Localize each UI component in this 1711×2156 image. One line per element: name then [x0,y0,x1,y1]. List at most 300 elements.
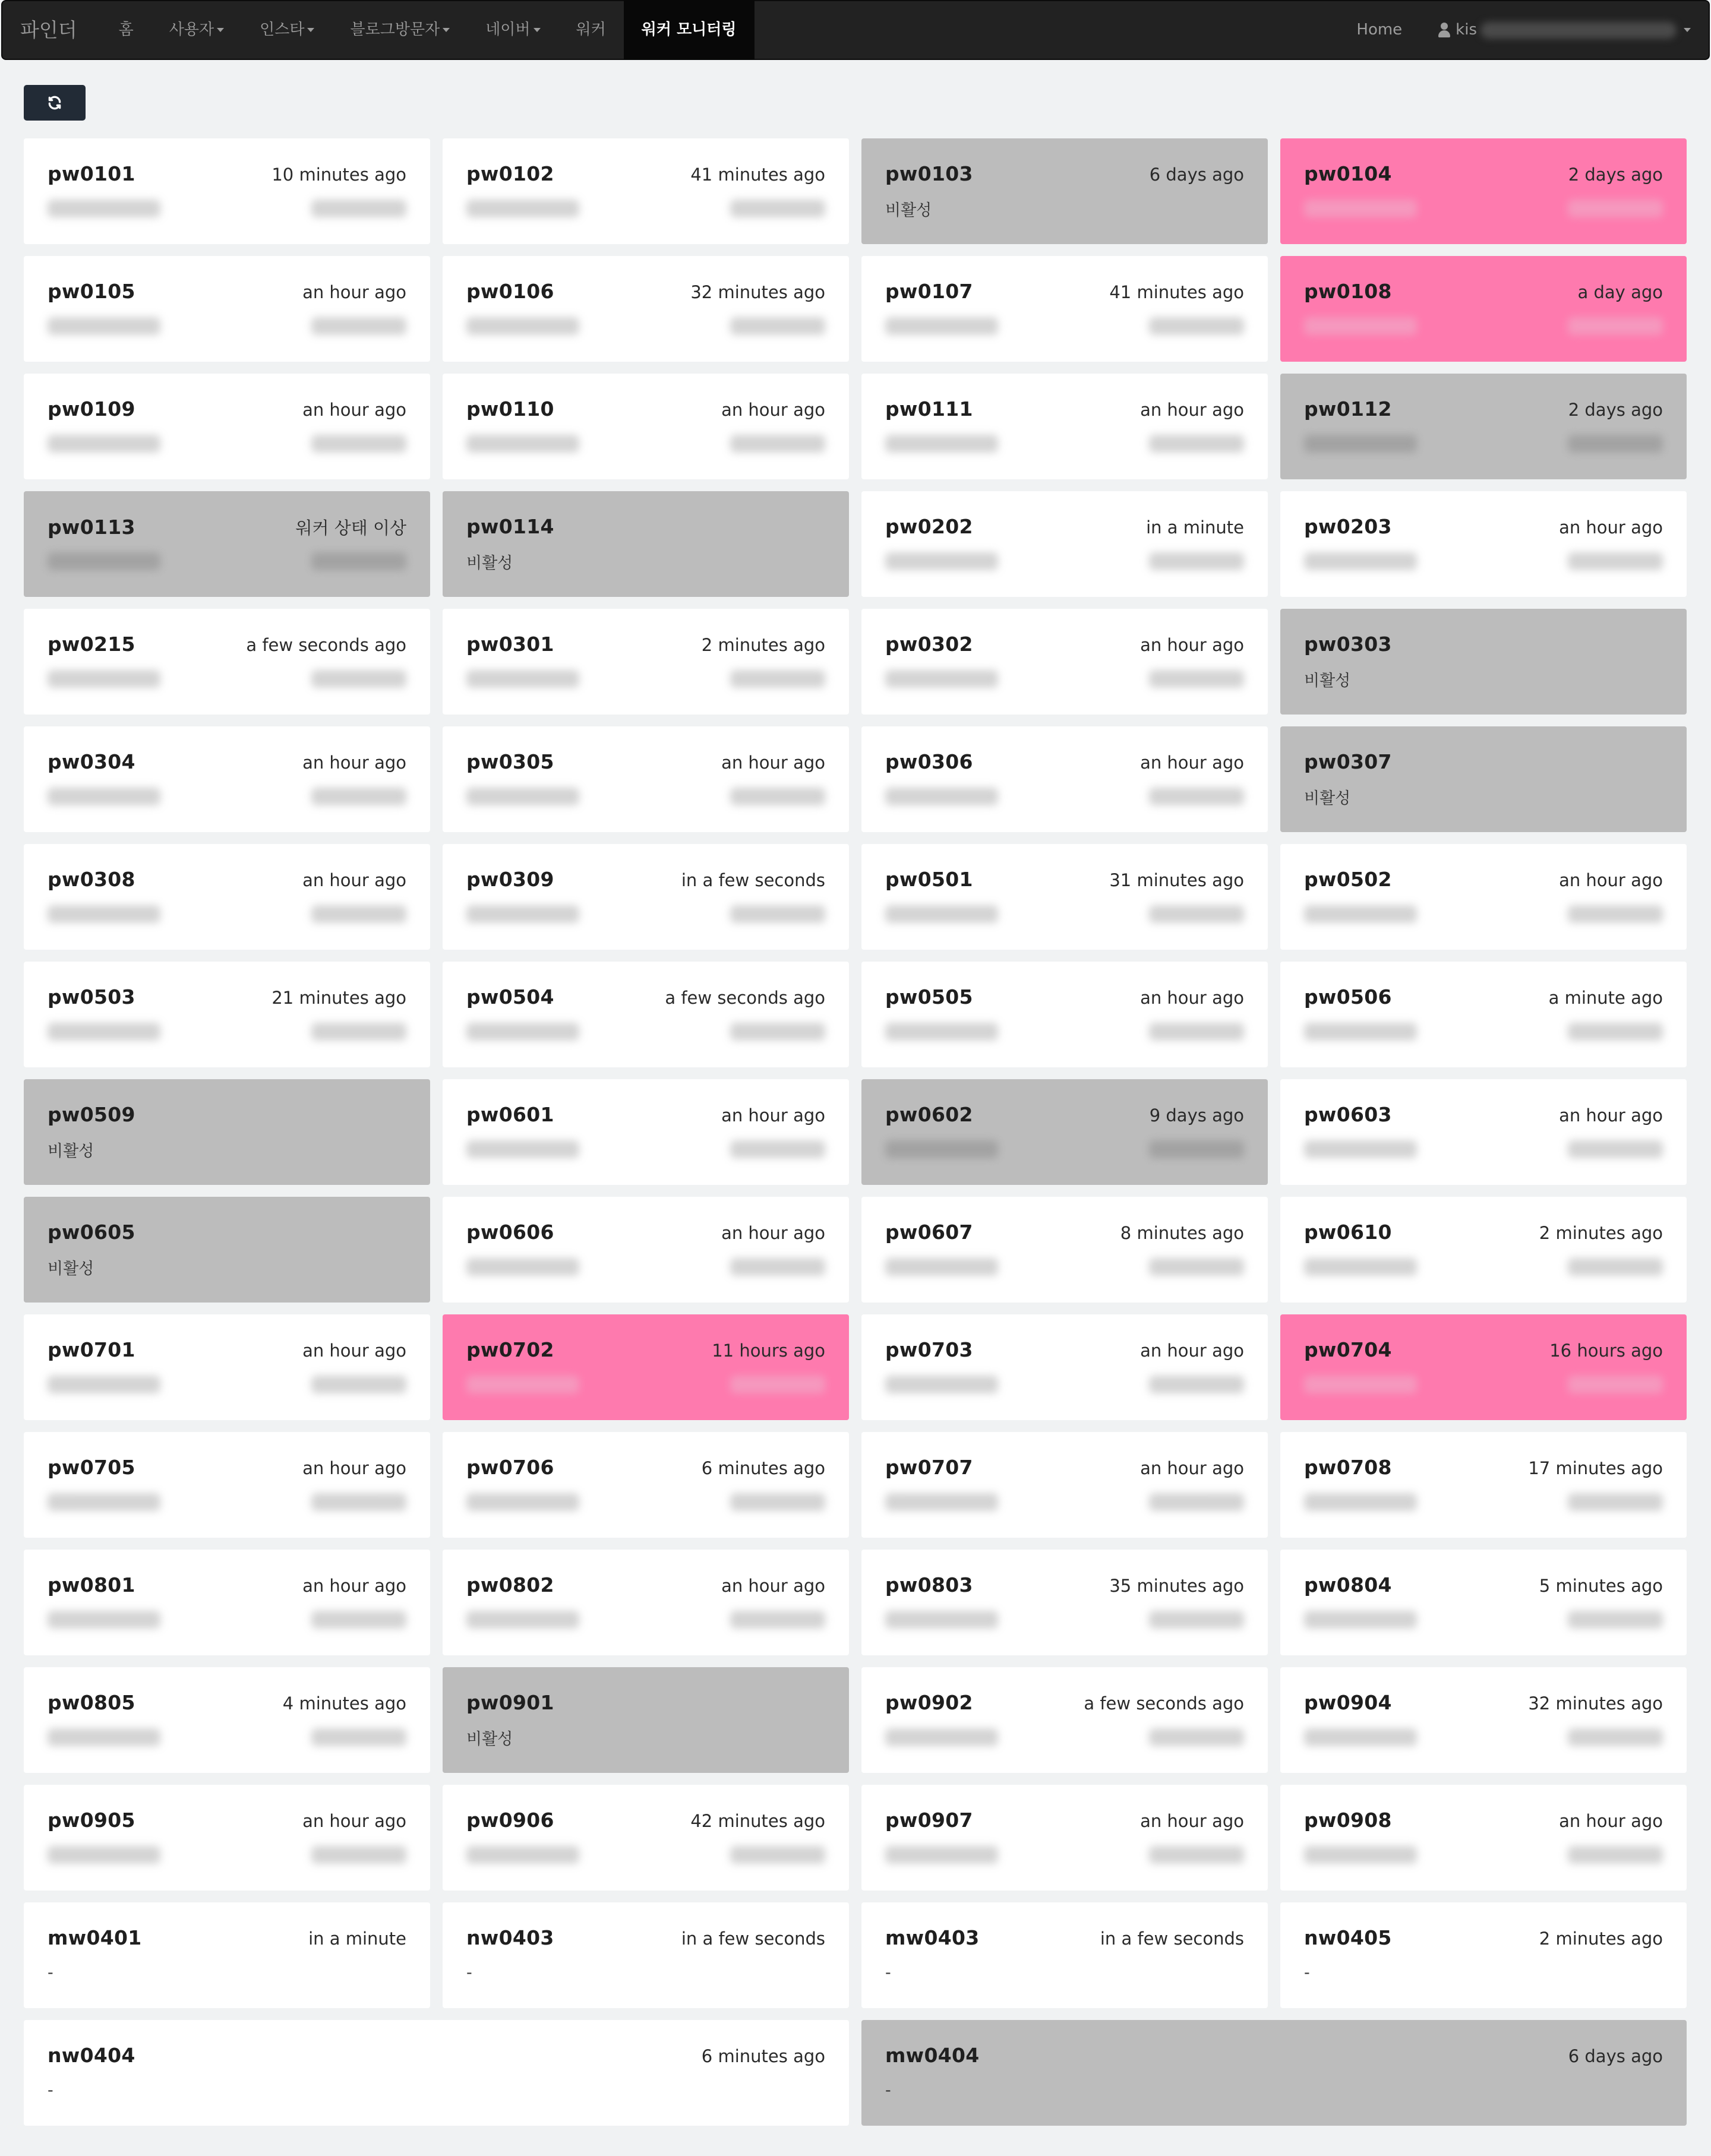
nav-item-label: 인스타 [260,21,305,39]
worker-card-header [1304,280,1663,304]
worker-card-detail [48,2078,825,2102]
worker-account-redacted [885,1140,998,1158]
worker-card-pw0602[interactable] [861,1079,1268,1185]
worker-id: mw0403 [885,1926,980,1949]
worker-id: pw0103 [885,162,973,185]
worker-card-pw0905[interactable] [24,1785,430,1891]
worker-status-text: - [885,2081,891,2100]
worker-status-text: 비활성 [48,1259,94,1278]
worker-card-pw0108[interactable] [1280,256,1687,362]
worker-card-nw0403[interactable] [443,1902,849,2008]
worker-card-pw0103[interactable] [861,138,1268,244]
worker-last-seen: an hour ago [1140,635,1244,655]
worker-account-redacted [1304,1258,1417,1276]
nav-item-users[interactable] [151,0,242,60]
worker-ip-redacted [1568,1376,1663,1393]
worker-id: pw0502 [1304,868,1392,891]
worker-last-seen: 16 hours ago [1549,1341,1663,1361]
worker-card-pw0306[interactable] [861,726,1268,832]
worker-card-header [1304,162,1663,186]
worker-status-text: 비활성 [48,1142,94,1161]
worker-card-header [1304,1221,1663,1244]
worker-card-mw0401[interactable] [24,1902,430,2008]
navbar [1,0,1710,60]
worker-card-pw0901[interactable] [443,1667,849,1773]
worker-last-seen: 8 minutes ago [1120,1223,1244,1243]
worker-ip-redacted [730,435,825,453]
worker-account-redacted [1304,1846,1417,1864]
worker-card-pw0110[interactable] [443,374,849,479]
worker-card-pw0114[interactable] [443,491,849,597]
worker-card-mw0403[interactable] [861,1902,1268,2008]
worker-card-detail [1304,197,1663,220]
worker-account-redacted [466,1846,579,1864]
worker-ip-redacted [311,670,406,688]
worker-card-header [466,750,825,774]
worker-ip-redacted [730,317,825,335]
worker-account-redacted [466,200,579,217]
worker-account-redacted [1304,905,1417,923]
worker-card-header [1304,868,1663,892]
worker-card-header [466,397,825,421]
worker-card-detail [48,1961,406,1984]
worker-card-header [466,1338,825,1362]
worker-ip-redacted [730,1846,825,1864]
worker-last-seen: 2 minutes ago [1539,1929,1663,1949]
worker-card-pw0106[interactable] [443,256,849,362]
worker-account-redacted [885,1846,998,1864]
worker-account-redacted [48,788,160,805]
worker-card-pw0308[interactable] [24,844,430,950]
worker-card-header [466,1573,825,1597]
worker-ip-redacted [311,1728,406,1746]
worker-id: pw0905 [48,1809,135,1832]
worker-card-header [885,397,1244,421]
worker-card-header [48,750,406,774]
worker-card-header [885,1456,1244,1480]
worker-card-pw0802[interactable] [443,1550,849,1655]
worker-last-seen: in a few seconds [681,1929,825,1949]
worker-card-pw0603[interactable] [1280,1079,1687,1185]
worker-last-seen: 31 minutes ago [1109,870,1244,890]
worker-card-header [885,515,1244,539]
worker-account-redacted [48,317,160,335]
worker-card-header [1304,1456,1663,1480]
worker-card-detail [1304,1020,1663,1044]
caret-down-icon [307,28,314,32]
worker-account-redacted [48,1023,160,1041]
worker-account-redacted [885,1493,998,1511]
worker-card-detail [466,1020,825,1044]
worker-status-text: - [48,2081,53,2100]
worker-card-pw0610[interactable] [1280,1197,1687,1303]
worker-card-pw0307[interactable] [1280,726,1687,832]
worker-last-seen: 41 minutes ago [1109,282,1244,302]
worker-card-pw0102[interactable] [443,138,849,244]
worker-id: pw0506 [1304,985,1392,1009]
worker-card-pw0215[interactable] [24,609,430,715]
worker-last-seen: an hour ago [302,870,406,890]
worker-ip-redacted [730,200,825,217]
worker-card-detail [48,1373,406,1396]
worker-card-pw0708[interactable] [1280,1432,1687,1538]
worker-id: pw0907 [885,1809,973,1832]
worker-status-text: 비활성 [466,1730,513,1749]
worker-card-detail [885,1608,1244,1632]
worker-last-seen: an hour ago [302,753,406,773]
worker-ip-redacted [311,200,406,217]
worker-card-pw0202[interactable] [861,491,1268,597]
worker-card-header [1304,1573,1663,1597]
worker-card-pw0702[interactable] [443,1314,849,1420]
worker-card-header [466,1221,825,1244]
worker-card-header [466,1456,825,1480]
worker-account-redacted [48,200,160,217]
worker-account-redacted [48,670,160,688]
worker-last-seen: an hour ago [1559,1811,1663,1831]
worker-account-redacted [885,317,998,335]
worker-card-header [1304,633,1663,656]
worker-card-pw0904[interactable] [1280,1667,1687,1773]
worker-card-header [466,985,825,1009]
worker-id: pw0906 [466,1809,554,1832]
worker-card-header [466,1691,825,1715]
worker-card-header [885,1103,1244,1127]
worker-card-detail [48,1608,406,1632]
worker-card-detail [48,1843,406,1867]
worker-ip-redacted [1568,905,1663,923]
worker-id: pw0707 [885,1456,973,1479]
worker-card-detail [48,314,406,338]
user-email-redacted [1480,22,1677,39]
worker-id: pw0704 [1304,1338,1392,1361]
worker-last-seen: an hour ago [1140,753,1244,773]
worker-account-redacted [48,552,160,570]
worker-id: pw0503 [48,985,135,1009]
worker-card-pw0503[interactable] [24,962,430,1067]
worker-account-redacted [466,1258,579,1276]
worker-account-redacted [885,670,998,688]
worker-card-header [48,397,406,421]
worker-account-redacted [885,1611,998,1629]
worker-account-redacted [885,1258,998,1276]
nav-item-naver[interactable] [468,0,558,60]
worker-card-pw0305[interactable] [443,726,849,832]
worker-ip-redacted [311,1493,406,1511]
worker-card-pw0703[interactable] [861,1314,1268,1420]
nav-item-label: 사용자 [169,21,214,39]
worker-card-detail [1304,1373,1663,1396]
worker-card-detail [885,197,1244,220]
worker-id: pw0603 [1304,1103,1392,1126]
worker-card-pw0304[interactable] [24,726,430,832]
worker-card-header [885,2044,1663,2068]
worker-ip-redacted [1568,1023,1663,1041]
worker-card-pw0505[interactable] [861,962,1268,1067]
worker-id: pw0703 [885,1338,973,1361]
worker-card-pw0908[interactable] [1280,1785,1687,1891]
worker-card-pw0506[interactable] [1280,962,1687,1067]
worker-card-pw0113[interactable] [24,491,430,597]
worker-card-detail [885,1137,1244,1161]
worker-id: pw0601 [466,1103,554,1126]
worker-card-detail [466,1843,825,1867]
worker-card-pw0109[interactable] [24,374,430,479]
worker-status-text: - [48,1963,53,1982]
worker-card-pw0203[interactable] [1280,491,1687,597]
caret-down-icon [533,28,541,32]
worker-last-seen: an hour ago [1140,400,1244,420]
worker-card-detail [1304,1490,1663,1514]
worker-card-detail [48,1725,406,1749]
worker-card-detail [466,1961,825,1984]
worker-card-header [466,280,825,304]
worker-card-pw0906[interactable] [443,1785,849,1891]
worker-card-detail [466,1725,825,1749]
worker-last-seen: in a minute [1146,517,1244,538]
worker-card-mw0404[interactable] [861,2020,1687,2126]
worker-card-pw0105[interactable] [24,256,430,362]
worker-card-header [48,280,406,304]
worker-last-seen: 21 minutes ago [272,988,406,1008]
worker-card-header [48,162,406,186]
worker-id: nw0404 [48,2044,135,2067]
worker-id: nw0405 [1304,1926,1392,1949]
user-menu[interactable] [1420,0,1691,60]
worker-id: pw0701 [48,1338,135,1361]
worker-last-seen: a day ago [1577,282,1663,302]
worker-card-detail [1304,902,1663,926]
worker-ip-redacted [311,1023,406,1041]
worker-card-detail [466,902,825,926]
worker-id: pw0708 [1304,1456,1392,1479]
worker-card-pw0502[interactable] [1280,844,1687,950]
worker-card-header [466,1809,825,1832]
worker-last-seen: in a few seconds [1100,1929,1244,1949]
worker-ip-redacted [1149,552,1244,570]
worker-id: pw0803 [885,1573,973,1597]
worker-account-redacted [466,435,579,453]
worker-last-seen: 42 minutes ago [690,1811,825,1831]
worker-card-header [885,1573,1244,1597]
worker-card-detail [885,1020,1244,1044]
worker-card-detail [885,1961,1244,1984]
worker-id: pw0804 [1304,1573,1392,1597]
worker-id: pw0307 [1304,750,1392,773]
worker-last-seen: an hour ago [1559,870,1663,890]
worker-ip-redacted [1568,200,1663,217]
worker-id: pw0108 [1304,280,1392,303]
nav-item-worker[interactable] [558,0,624,60]
worker-card-pw0111[interactable] [861,374,1268,479]
worker-card-header [885,280,1244,304]
nav-item-home[interactable] [101,0,151,60]
worker-card-pw0605[interactable] [24,1197,430,1303]
worker-card-pw0501[interactable] [861,844,1268,950]
worker-account-redacted [466,905,579,923]
worker-last-seen: 10 minutes ago [272,165,406,185]
worker-card-header [885,1338,1244,1362]
worker-ip-redacted [1149,670,1244,688]
worker-account-redacted [48,1846,160,1864]
worker-card-header [466,633,825,656]
worker-card-detail [466,1490,825,1514]
worker-card-detail [1304,314,1663,338]
worker-card-detail [48,902,406,926]
worker-id: mw0404 [885,2044,980,2067]
worker-card-detail [48,197,406,220]
worker-card-nw0405[interactable] [1280,1902,1687,2008]
worker-last-seen: an hour ago [1559,1105,1663,1126]
worker-id: pw0203 [1304,515,1392,538]
worker-card-pw0606[interactable] [443,1197,849,1303]
worker-ip-redacted [311,1611,406,1629]
worker-card-pw0805[interactable] [24,1667,430,1773]
worker-card-pw0302[interactable] [861,609,1268,715]
worker-card-pw0704[interactable] [1280,1314,1687,1420]
worker-last-seen: 6 days ago [1149,165,1244,185]
worker-card-header [1304,1809,1663,1832]
worker-card-detail [48,432,406,456]
worker-ip-redacted [1149,1023,1244,1041]
worker-card-pw0509[interactable] [24,1079,430,1185]
worker-card-pw0601[interactable] [443,1079,849,1185]
worker-last-seen: 2 days ago [1568,165,1663,185]
worker-card-header [885,868,1244,892]
worker-id: pw0702 [466,1338,554,1361]
worker-card-pw0707[interactable] [861,1432,1268,1538]
worker-last-seen: 6 days ago [1568,2046,1663,2066]
worker-card-detail [1304,432,1663,456]
worker-card-nw0404[interactable] [24,2020,849,2126]
worker-last-seen: 35 minutes ago [1109,1576,1244,1596]
worker-card-detail [466,1137,825,1161]
worker-card-pw0504[interactable] [443,962,849,1067]
worker-last-seen: a few seconds ago [246,635,406,655]
worker-card-pw0801[interactable] [24,1550,430,1655]
worker-card-header [1304,1926,1663,1950]
worker-id: pw0114 [466,515,554,538]
worker-ip-redacted [1149,1846,1244,1864]
worker-card-header [1304,1691,1663,1715]
worker-card-header [885,750,1244,774]
worker-account-redacted [466,1493,579,1511]
worker-status-text: 비활성 [1304,789,1351,808]
nav-item-blog-visitors[interactable] [332,0,468,60]
worker-account-redacted [48,1376,160,1393]
worker-ip-redacted [1149,1611,1244,1629]
worker-last-seen: 4 minutes ago [282,1693,406,1714]
worker-ip-redacted [1149,905,1244,923]
worker-card-pw0301[interactable] [443,609,849,715]
worker-account-redacted [1304,435,1417,453]
worker-last-seen: in a minute [308,1929,406,1949]
navbar-right [1339,0,1709,60]
worker-card-detail [1304,785,1663,808]
worker-card-header [48,633,406,656]
worker-account-redacted [1304,317,1417,335]
worker-card-header [48,1573,406,1597]
worker-id: pw0105 [48,280,135,303]
worker-card-pw0701[interactable] [24,1314,430,1420]
worker-last-seen: an hour ago [1140,1341,1244,1361]
worker-id: pw0102 [466,162,554,185]
worker-card-detail [48,1490,406,1514]
worker-card-detail [466,785,825,808]
worker-status-text: 비활성 [466,554,513,573]
worker-card-detail [885,1843,1244,1867]
worker-id: pw0610 [1304,1221,1392,1244]
worker-card-header [466,1103,825,1127]
worker-last-seen: 11 hours ago [712,1341,825,1361]
worker-card-detail [1304,1961,1663,1984]
worker-card-detail [466,549,825,573]
nav-item-label: 워커 모니터링 [641,21,737,39]
worker-id: pw0509 [48,1103,135,1126]
worker-ip-redacted [1568,1846,1663,1864]
worker-status-text: - [885,1963,891,1982]
worker-last-seen: an hour ago [721,1576,825,1596]
nav-item-insta[interactable] [242,0,332,60]
worker-ip-redacted [1149,317,1244,335]
worker-last-seen: an hour ago [302,400,406,420]
worker-id: pw0113 [48,516,135,539]
worker-ip-redacted [730,1493,825,1511]
worker-ip-redacted [730,905,825,923]
worker-card-pw0112[interactable] [1280,374,1687,479]
worker-grid [24,138,1687,2126]
worker-ip-redacted [1149,1376,1244,1393]
worker-card-header [48,1691,406,1715]
worker-card-pw0309[interactable] [443,844,849,950]
worker-id: pw0607 [885,1221,973,1244]
worker-status-text: 비활성 [1304,671,1351,690]
worker-card-detail [466,197,825,220]
worker-card-pw0607[interactable] [861,1197,1268,1303]
worker-card-pw0303[interactable] [1280,609,1687,715]
worker-card-pw0902[interactable] [861,1667,1268,1773]
worker-id: pw0902 [885,1691,973,1714]
worker-card-pw0101[interactable] [24,138,430,244]
worker-last-seen: an hour ago [721,1105,825,1126]
caret-down-icon [217,28,224,32]
worker-card-pw0804[interactable] [1280,1550,1687,1655]
nav-home-link[interactable]: Home [1356,21,1403,39]
worker-status-text: - [466,1963,472,1982]
refresh-button[interactable] [24,85,86,121]
worker-card-pw0803[interactable] [861,1550,1268,1655]
worker-card-header [885,162,1244,186]
worker-card-pw0104[interactable] [1280,138,1687,244]
worker-account-redacted [1304,200,1417,217]
worker-card-pw0705[interactable] [24,1432,430,1538]
worker-card-detail [885,1373,1244,1396]
worker-card-header [48,868,406,892]
worker-id: pw0904 [1304,1691,1392,1714]
worker-card-detail [885,785,1244,808]
nav-item-worker-monitoring[interactable] [624,0,755,60]
worker-card-header [48,1338,406,1362]
worker-id: pw0111 [885,397,973,421]
worker-last-seen: an hour ago [1140,1811,1244,1831]
worker-ip-redacted [311,435,406,453]
worker-account-redacted [466,1140,579,1158]
worker-ip-redacted [730,1376,825,1393]
worker-card-pw0706[interactable] [443,1432,849,1538]
worker-card-pw0107[interactable] [861,256,1268,362]
worker-card-pw0907[interactable] [861,1785,1268,1891]
brand-logo[interactable]: 파인더 [20,18,77,42]
